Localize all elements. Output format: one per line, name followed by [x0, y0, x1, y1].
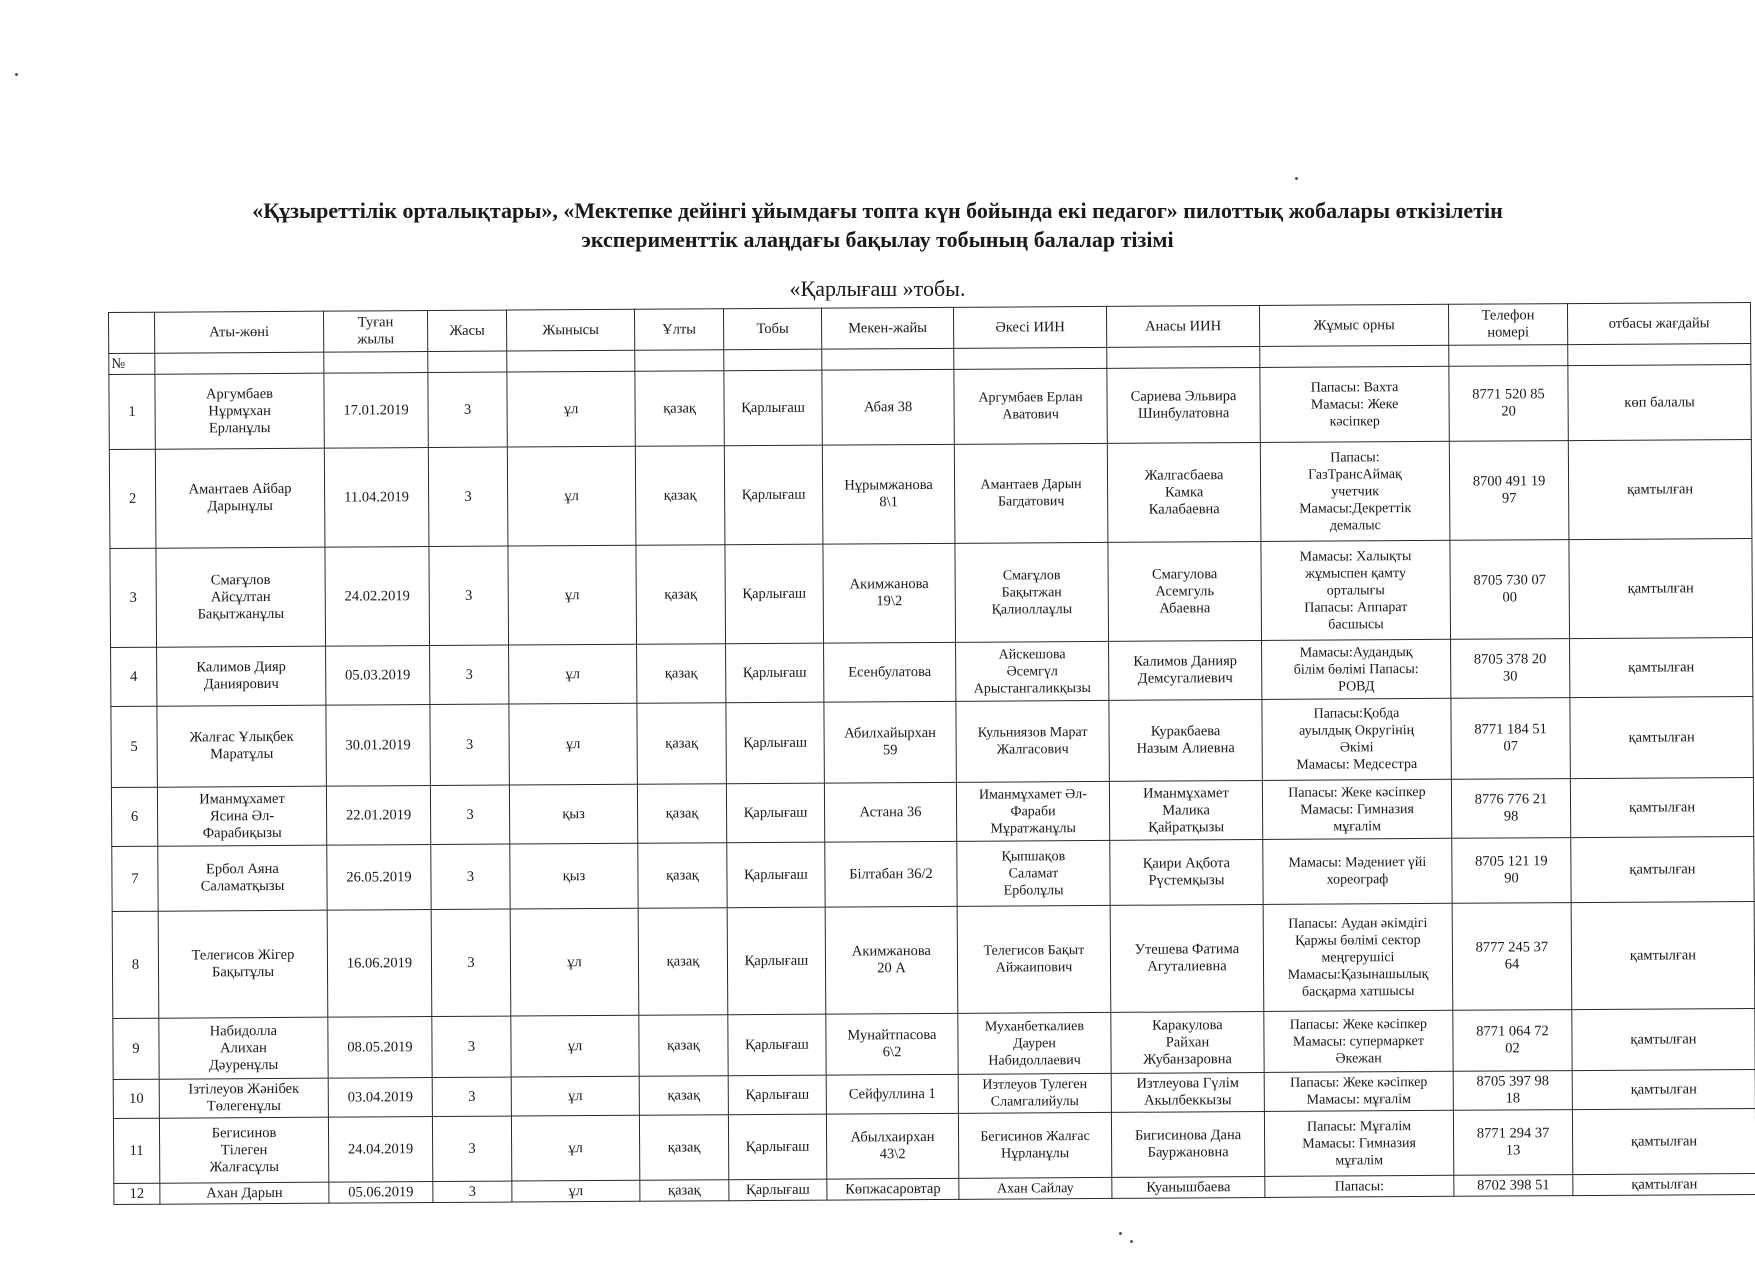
workplace-cell: Папасы: Жеке кәсіпкер Мамасы: Гимназия мұғалім — [1262, 779, 1451, 839]
gender-cell: ұл — [507, 371, 635, 447]
phone-number-cell: 8705 397 98 18 — [1453, 1071, 1572, 1111]
group-name-cell: Қарлығаш — [728, 1014, 826, 1076]
birth-date-cell: 08.05.2019 — [328, 1017, 432, 1079]
birth-date-cell: 11.04.2019 — [324, 448, 429, 548]
nationality-cell: қазақ — [637, 644, 726, 704]
workplace-cell: Папасы: Жеке кәсіпкер Мамасы: супермаркет Әкежан — [1264, 1010, 1453, 1072]
header-nationality: Ұлты — [634, 309, 723, 351]
phone-number-cell: 8705 730 07 00 — [1450, 540, 1570, 640]
scan-speck — [1295, 177, 1298, 180]
child-name-cell: Ербол Аяна Саламатқызы — [158, 845, 327, 911]
age-cell: 3 — [430, 785, 509, 844]
table-row — [109, 364, 1751, 449]
mother-name-cell: Сариева Эльвира Шинбулатовна — [1107, 367, 1260, 443]
address-cell: Акимжанова 20 А — [825, 906, 958, 1014]
father-name-cell: Айскешова Әсемгүл Арыстангаликқызы — [956, 641, 1109, 701]
phone-number-cell: 8777 245 37 64 — [1452, 903, 1572, 1011]
address-cell: Есенбулатова — [824, 642, 956, 702]
mother-name-cell: Калимов Данияр Демсугалиевич — [1109, 640, 1262, 700]
header-cell-blank — [635, 350, 724, 372]
row-number-cell: 1 — [109, 374, 155, 449]
gender-cell: ұл — [508, 545, 637, 645]
child-name-cell: Амантаев Айбар Дарынұлы — [155, 448, 325, 548]
title-line-1: «Құзыреттілік орталықтары», «Мектепке дейінгі ұйымдағы топта күн бойында екі педагог» пилоттық жобалары өткізілетін — [252, 198, 1503, 223]
nationality-cell: қазақ — [638, 908, 728, 1016]
father-name-cell: Қыпшақов Саламат Ерболұлы — [957, 840, 1110, 906]
gender-cell: қыз — [509, 784, 637, 844]
phone-number-cell: 8771 294 37 13 — [1453, 1110, 1572, 1176]
child-name-cell: Ізтілеуов Жәнібек Төлегенұлы — [159, 1078, 328, 1118]
birth-date-cell: 17.01.2019 — [324, 373, 428, 449]
age-cell: 3 — [430, 704, 509, 785]
workplace-cell: Мамасы: Мәдениет үйі хореограф — [1263, 838, 1452, 904]
row-number-cell: 11 — [113, 1118, 159, 1183]
table-row — [111, 637, 1753, 706]
birth-date-cell: 05.06.2019 — [329, 1182, 433, 1204]
phone-number-cell: 8705 378 20 30 — [1451, 639, 1570, 699]
family-status-cell: қамтылған — [1572, 1108, 1755, 1174]
address-cell: Білтабан 36/2 — [825, 841, 957, 907]
phone-number-cell: 8705 121 19 90 — [1452, 838, 1571, 904]
nationality-cell: қазақ — [637, 703, 726, 785]
mother-name-cell: Қаири Ақбота Рүстемқызы — [1110, 839, 1263, 905]
children-list-table — [108, 302, 1755, 1205]
header-cell-blank — [109, 312, 155, 353]
header-address: Мекен-жайы — [821, 307, 953, 349]
address-cell: Нұрымжанова 8\1 — [822, 444, 955, 544]
age-cell: 3 — [428, 447, 508, 546]
address-cell: Акимжанова 19\2 — [823, 543, 956, 643]
child-name-cell: Жалғас Ұлықбек Маратұлы — [157, 705, 326, 787]
gender-cell: ұл — [510, 908, 639, 1016]
header-cell-blank — [428, 351, 507, 372]
family-status-cell: қамтылған — [1569, 538, 1753, 638]
children-list-sheet — [108, 302, 1755, 1205]
family-status-cell: қамтылған — [1568, 439, 1752, 539]
row-number-cell: 3 — [110, 548, 157, 647]
nationality-cell: қазақ — [638, 843, 727, 909]
workplace-cell: Папасы: ГазТрансАймақ учетчик Мамасы:Декреттік демалыс — [1260, 441, 1450, 541]
row-number-cell: 6 — [111, 787, 157, 846]
header-father: Әкесі ИИН — [953, 306, 1106, 348]
father-name-cell: Аргумбаев Ерлан Аватович — [954, 368, 1107, 444]
row-number-cell: 10 — [113, 1079, 159, 1118]
row-number-cell: 8 — [112, 911, 159, 1018]
family-status-cell: қамтылған — [1572, 1069, 1755, 1109]
mother-name-cell: Смагулова Асемгуль Абаевна — [1108, 541, 1262, 641]
group-name-cell: Қарлығаш — [726, 643, 824, 703]
workplace-cell: Мамасы: Халықты жұмыспен қамту орталығы Папасы: Аппарат басшысы — [1261, 540, 1451, 640]
gender-cell: ұл — [509, 703, 637, 785]
header-cell-blank — [324, 352, 428, 374]
scan-speck — [15, 73, 18, 76]
group-name-cell: Қарлығаш — [724, 370, 822, 446]
family-status-cell: көп балалы — [1568, 364, 1751, 440]
group-name-cell: Қарлығаш — [728, 1114, 826, 1180]
table-body — [109, 302, 1755, 1204]
age-cell: 3 — [430, 645, 509, 704]
age-cell: 3 — [428, 372, 507, 447]
gender-cell: ұл — [509, 644, 637, 704]
family-status-cell: қамтылған — [1570, 637, 1753, 697]
gender-cell: ұл — [511, 1015, 639, 1077]
row-number-cell: 4 — [111, 647, 157, 706]
nationality-cell: қазақ — [639, 1115, 728, 1181]
mother-name-cell: Бигисинова Дана Бауржановна — [1111, 1111, 1264, 1177]
header-cell-blank — [1449, 345, 1568, 367]
father-name-cell: Телегисов Бақыт Айжаипович — [957, 905, 1111, 1013]
age-cell: 3 — [431, 844, 510, 909]
child-name-cell: Телегисов Жігер Бақытұлы — [158, 910, 328, 1018]
mother-name-cell: Куракбаева Назым Алиевна — [1109, 699, 1262, 781]
gender-cell: ұл — [512, 1180, 640, 1202]
age-cell: 3 — [432, 1077, 511, 1116]
mother-name-cell: Утешева Фатима Агуталиевна — [1110, 904, 1264, 1012]
mother-name-cell: Куанышбаева — [1112, 1176, 1265, 1198]
header-age: Жасы — [427, 310, 506, 351]
header-gender: Жынысы — [506, 309, 634, 351]
scan-speck — [1119, 1232, 1122, 1235]
birth-date-cell: 22.01.2019 — [326, 786, 430, 846]
birth-date-cell: 30.01.2019 — [326, 705, 430, 787]
mother-name-cell: Изтлеуова Гүлім Акылбеккызы — [1111, 1072, 1264, 1112]
gender-cell: ұл — [511, 1115, 639, 1181]
table-row — [112, 901, 1755, 1018]
header-cell-blank — [724, 349, 822, 371]
workplace-cell: Папасы: Вахта Мамасы: Жеке кәсіпкер — [1260, 366, 1449, 442]
table-row — [110, 538, 1753, 647]
address-cell: Абилхайырхан 59 — [824, 701, 956, 783]
birth-date-cell: 24.04.2019 — [328, 1117, 432, 1183]
address-cell: Абая 38 — [822, 369, 954, 445]
nationality-cell: қазақ — [637, 784, 726, 844]
table-row — [109, 439, 1752, 548]
group-name-cell: Қарлығаш — [726, 702, 824, 784]
group-name-cell: Қарлығаш — [727, 842, 825, 908]
phone-number-cell: 8700 491 19 97 — [1449, 441, 1569, 541]
group-subtitle: «Қарлығаш »тобы. — [789, 276, 966, 301]
child-name-cell: Смағұлов Айсұлтан Бақытжанұлы — [156, 547, 326, 647]
header-phone: Телефон номері — [1448, 304, 1567, 346]
child-name-cell: Аргумбаев Нұрмұхан Ерланұлы — [155, 373, 324, 449]
child-name-cell: Иманмұхамет Ясина Әл- Фарабиқызы — [157, 786, 326, 846]
age-cell: 3 — [432, 1016, 511, 1077]
row-number-cell: 5 — [111, 706, 157, 787]
nationality-cell: қазақ — [639, 1015, 728, 1077]
mother-name-cell: Иманмұхамет Малика Қайратқызы — [1109, 780, 1262, 840]
phone-number-cell: 8771 520 85 20 — [1449, 366, 1568, 442]
child-name-cell: Бегисинов Тілеген Жалғасұлы — [159, 1117, 328, 1183]
workplace-cell: Мамасы:Аудандық білім бөлімі Папасы: РОВД — [1262, 639, 1451, 699]
child-name-cell: Калимов Дияр Даниярович — [157, 646, 326, 706]
header-cell-blank — [1260, 345, 1449, 367]
child-name-cell: Ахан Дарын — [160, 1182, 329, 1204]
table-row — [111, 696, 1753, 787]
row-number-cell: 2 — [109, 449, 156, 548]
number-sign: № — [109, 353, 155, 374]
address-cell: Абылхаирхан 43\2 — [826, 1113, 958, 1179]
address-cell: Көпжасаровтар — [827, 1178, 959, 1200]
group-name-cell: Қарлығаш — [728, 1075, 826, 1115]
gender-cell: ұл — [507, 446, 636, 546]
age-cell: 3 — [433, 1181, 512, 1202]
header-group: Тобы — [723, 308, 821, 350]
workplace-cell: Папасы: Жеке кәсіпкер Мамасы: мұғалім — [1264, 1071, 1453, 1111]
phone-number-cell: 8702 398 51 — [1454, 1175, 1573, 1197]
family-status-cell: қамтылған — [1571, 901, 1755, 1009]
title-line-2: эксперименттік алаңдағы бақылау тобының балалар тізімі — [581, 227, 1174, 252]
row-number-cell: 12 — [114, 1183, 160, 1204]
address-cell: Мунайтпасова 6\2 — [826, 1013, 958, 1075]
child-name-cell: Набидолла Алихан Дәуренұлы — [159, 1017, 328, 1079]
nationality-cell: қазақ — [636, 545, 726, 645]
header-cell-blank — [1107, 346, 1260, 368]
father-name-cell: Смағұлов Бақытжан Қалиоллаұлы — [955, 542, 1109, 642]
birth-date-cell: 03.04.2019 — [328, 1078, 432, 1118]
nationality-cell: қазақ — [635, 446, 725, 546]
mother-name-cell: Каракулова Райхан Жубанзаровна — [1111, 1011, 1264, 1073]
family-status-cell: қамтылған — [1570, 696, 1753, 778]
phone-number-cell: 8776 776 21 98 — [1451, 779, 1570, 839]
nationality-cell: қазақ — [640, 1180, 729, 1202]
row-number-cell: 9 — [113, 1018, 159, 1079]
father-name-cell: Амантаев Дарын Багдатович — [954, 443, 1108, 543]
phone-number-cell: 8771 184 51 07 — [1451, 698, 1570, 780]
mother-name-cell: Жалгасбаева Камка Калабаевна — [1107, 442, 1261, 542]
header-family-status: отбасы жағдайы — [1567, 302, 1750, 344]
birth-date-cell: 05.03.2019 — [326, 646, 430, 706]
father-name-cell: Изтлеуов Тулеген Сламгалийулы — [958, 1073, 1111, 1113]
header-mother: Анасы ИИН — [1106, 305, 1259, 347]
age-cell: 3 — [432, 1116, 511, 1181]
group-name-cell: Қарлығаш — [729, 1179, 827, 1201]
header-cell-blank — [155, 352, 324, 374]
age-cell: 3 — [431, 909, 511, 1016]
father-name-cell: Бегисинов Жалғас Нұрланұлы — [958, 1112, 1111, 1178]
workplace-cell: Папасы:Қобда ауылдық Округінің Әкімі Мамасы: Медсестра — [1262, 698, 1451, 780]
nationality-cell: қазақ — [639, 1076, 728, 1116]
family-status-cell: қамтылған — [1570, 777, 1753, 837]
gender-cell: қыз — [510, 843, 638, 909]
group-name-cell: Қарлығаш — [726, 783, 824, 843]
table-row — [113, 1108, 1755, 1183]
birth-date-cell: 26.05.2019 — [327, 845, 431, 911]
workplace-cell: Папасы: Мұғалім Мамасы: Гимназия мұғалім — [1264, 1110, 1453, 1176]
header-cell-blank — [1568, 343, 1751, 365]
family-status-cell: қамтылған — [1571, 836, 1754, 902]
group-name-cell: Қарлығаш — [727, 907, 826, 1015]
table-row — [113, 1008, 1755, 1079]
father-name-cell: Ахан Сайлау — [959, 1177, 1112, 1199]
family-status-cell: қамтылған — [1572, 1008, 1755, 1070]
address-cell: Астана 36 — [824, 782, 956, 842]
father-name-cell: Муханбеткалиев Даурен Набидоллаевич — [958, 1012, 1111, 1074]
scan-speck — [1130, 1240, 1133, 1243]
father-name-cell: Иманмұхамет Әл- Фараби Мұратжанұлы — [956, 781, 1109, 841]
header-cell-blank — [507, 350, 635, 372]
group-name-cell: Қарлығаш — [724, 445, 823, 545]
header-cell-blank — [954, 347, 1107, 369]
birth-date-cell: 24.02.2019 — [325, 547, 430, 647]
family-status-cell: қамтылған — [1573, 1173, 1755, 1195]
workplace-cell: Папасы: — [1265, 1175, 1454, 1197]
group-name-cell: Қарлығаш — [725, 544, 824, 644]
table-row — [111, 777, 1753, 846]
father-name-cell: Кульниязов Марат Жалгасович — [956, 700, 1109, 782]
nationality-cell: қазақ — [635, 371, 724, 447]
header-workplace: Жұмыс орны — [1259, 304, 1448, 346]
age-cell: 3 — [429, 546, 509, 645]
phone-number-cell: 8771 064 72 02 — [1453, 1010, 1572, 1072]
header-birth-year: Туған жылы — [323, 311, 427, 353]
header-name: Аты-жөні — [155, 311, 324, 353]
header-cell-blank — [822, 348, 954, 370]
table-row — [112, 836, 1754, 911]
workplace-cell: Папасы: Аудан әкімдігі Қаржы бөлімі сектор меңгерушісі Мамасы:Қазынашылық басқарма хатшысы — [1263, 903, 1453, 1011]
row-number-cell: 7 — [112, 846, 158, 911]
address-cell: Сейфуллина 1 — [826, 1074, 958, 1114]
document-title — [0, 196, 1755, 254]
gender-cell: ұл — [511, 1076, 639, 1116]
birth-date-cell: 16.06.2019 — [327, 910, 432, 1018]
